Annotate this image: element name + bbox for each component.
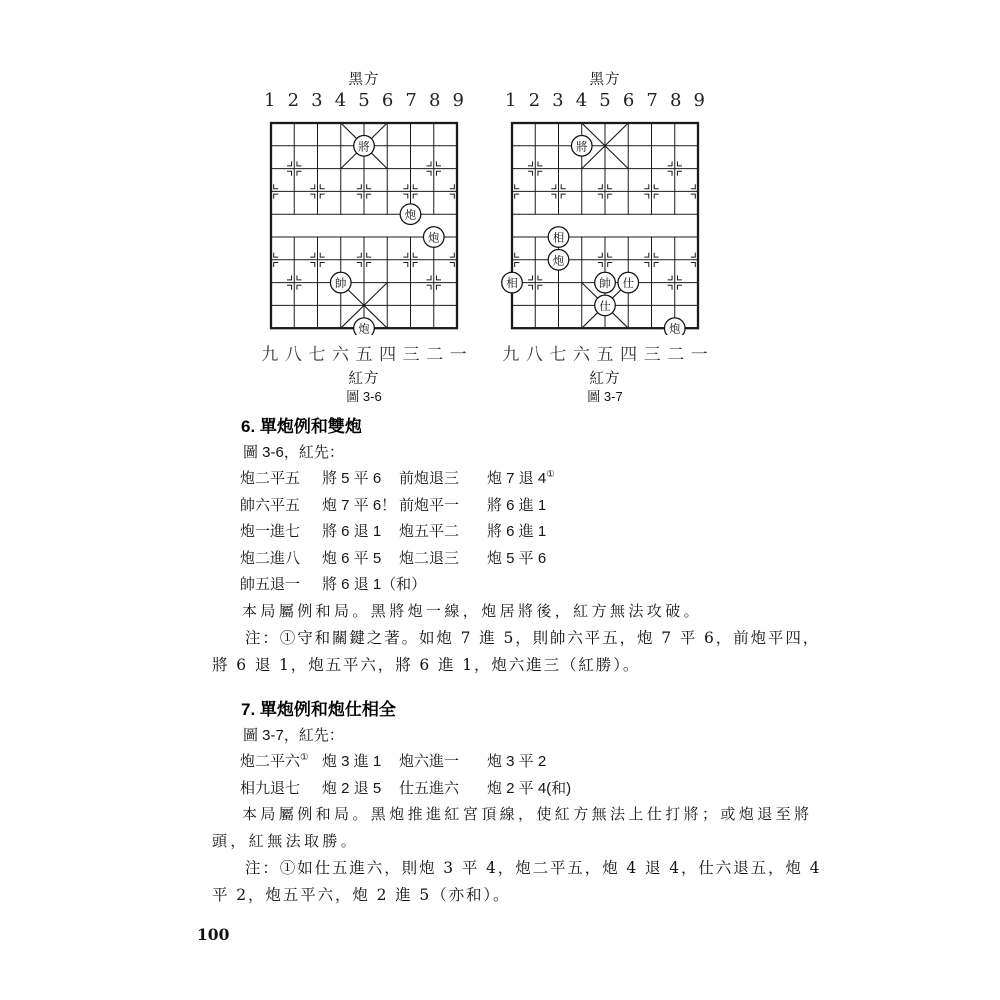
move-line: [212, 546, 824, 573]
note-line: 注：①守和關鍵之著。如炮 7 進 5，則帥六平五，炮 7 平 6，前炮平四，: [245, 629, 821, 647]
file-number: 九: [502, 345, 520, 365]
red-move: 帥五退一: [240, 576, 301, 593]
file-number: 二: [667, 345, 685, 365]
black-move: 將 6 進 1: [487, 523, 547, 540]
red-move: 炮二平五: [240, 470, 301, 487]
piece-black-炮: [400, 204, 421, 225]
file-number: 四: [379, 345, 397, 365]
file-number: 四: [620, 345, 638, 365]
file-number: 一: [449, 345, 467, 365]
red-move: 炮二平六①: [240, 752, 309, 770]
svg-text:相: 相: [552, 230, 565, 245]
file-number: 7: [646, 90, 658, 111]
black-move: 炮 3 平 2: [487, 753, 547, 770]
red-move: 帥六平五: [240, 496, 301, 514]
piece-red-帥: [330, 272, 351, 293]
file-number: 八: [525, 345, 543, 365]
diagram-3-7: [499, 66, 711, 416]
file-numbers-top: [499, 90, 711, 111]
piece-black-將: [354, 136, 375, 157]
figure-caption: 圖 3-6: [346, 389, 382, 404]
move-line: [212, 776, 824, 803]
file-number: 9: [693, 90, 705, 111]
body-line: 本局屬例和局。黑將炮一線，炮居將後，紅方無法攻破。: [242, 602, 703, 620]
file-number: 六: [331, 345, 349, 365]
note-line: 將 6 退 1，炮五平六，將 6 進 1，炮六進三（紅勝）。: [212, 655, 641, 674]
body-line: 頭，紅無法取勝。: [212, 832, 360, 850]
move-line: [212, 519, 824, 546]
section-6-moves: [212, 466, 824, 599]
black-move: 炮 7 平 6！: [322, 496, 397, 514]
svg-text:將: 將: [358, 139, 370, 154]
footnote-marker: ①: [300, 752, 309, 763]
svg-text:仕: 仕: [622, 276, 634, 291]
piece-red-相: [502, 272, 523, 293]
file-number: 9: [452, 90, 464, 111]
diagram-3-6: [258, 66, 470, 416]
move-line: [212, 572, 824, 599]
black-move: 炮 3 進 1: [322, 753, 382, 770]
file-number: 7: [405, 90, 417, 111]
file-number: 2: [287, 90, 300, 111]
svg-text:相: 相: [506, 276, 518, 291]
black-side-label: 黑方: [348, 72, 380, 88]
footnote-marker: ①: [546, 469, 555, 480]
piece-red-炮: [664, 318, 685, 335]
piece-red-仕: [595, 295, 616, 316]
note-line: 注：①如仕五進六，則炮 3 平 4，炮二平五，炮 4 退 4，仕六退五，炮 4: [245, 859, 822, 877]
section-7-note: [212, 855, 824, 908]
red-move: 仕五進六: [399, 779, 460, 797]
red-move: 炮六進一: [399, 753, 460, 770]
file-number: 七: [308, 345, 326, 365]
section-7-intro: 圖 3-7，紅先：: [243, 727, 344, 744]
file-number: 8: [669, 90, 682, 111]
file-number: 5: [358, 90, 370, 111]
xiangqi-board: [258, 116, 470, 335]
red-move: 炮五平二: [399, 523, 460, 540]
file-number: 七: [549, 345, 567, 365]
section-6-heading: 6. 單炮例和雙炮: [241, 417, 362, 436]
svg-text:炮: 炮: [358, 321, 370, 335]
black-side-label: 黑方: [589, 72, 621, 88]
file-number: 4: [334, 90, 347, 111]
file-numbers-bottom: [258, 340, 470, 365]
file-numbers-bottom: [499, 340, 711, 365]
black-move: 炮 7 退 4①: [487, 469, 555, 487]
file-number: 三: [643, 345, 661, 365]
file-number: 1: [505, 90, 517, 111]
body-line: 本局屬例和局。黑炮推進紅宮頂線，使紅方無法上仕打將；或炮退至將: [242, 806, 813, 823]
piece-red-炮: [423, 227, 444, 248]
red-move: 前炮平一: [399, 496, 460, 514]
black-move: 炮 2 平 4(和): [487, 779, 572, 797]
file-number: 二: [426, 345, 444, 365]
section-6-body: [212, 599, 824, 626]
file-numbers-top: [258, 90, 470, 111]
black-move: 炮 5 平 6: [487, 549, 547, 567]
move-line: [212, 466, 824, 493]
black-move: 將 6 退 1（和）: [322, 576, 427, 593]
move-line: [212, 749, 824, 776]
piece-red-炮: [354, 318, 375, 335]
file-number: 一: [690, 345, 708, 365]
red-move: 炮一進七: [240, 523, 301, 540]
svg-text:帥: 帥: [599, 276, 611, 291]
svg-text:炮: 炮: [552, 253, 565, 268]
piece-black-炮: [548, 250, 569, 271]
red-move: 前炮退三: [399, 470, 460, 487]
file-number: 1: [264, 90, 276, 111]
file-number: 4: [575, 90, 588, 111]
piece-red-仕: [618, 272, 639, 293]
svg-text:炮: 炮: [404, 207, 417, 222]
file-number: 六: [572, 345, 590, 365]
piece-red-相: [548, 227, 569, 248]
file-number: 8: [428, 90, 441, 111]
section-7-heading: 7. 單炮例和炮仕相全: [241, 700, 396, 719]
black-move: 將 5 平 6: [322, 470, 382, 487]
file-number: 九: [261, 345, 279, 365]
file-number: 八: [284, 345, 302, 365]
svg-text:帥: 帥: [335, 276, 347, 291]
xiangqi-board: [499, 116, 711, 335]
file-number: 3: [311, 90, 323, 111]
file-number: 三: [402, 345, 420, 365]
black-move: 炮 2 退 5: [322, 779, 382, 797]
file-number: 6: [622, 90, 635, 111]
file-number: 3: [552, 90, 564, 111]
svg-text:將: 將: [576, 139, 588, 154]
figure-caption: 圖 3-7: [587, 389, 623, 404]
file-number: 五: [596, 345, 614, 365]
page-number: 100: [197, 925, 230, 944]
note-line: 平 2，炮五平六，炮 2 進 5（亦和）。: [212, 885, 511, 904]
piece-black-將: [571, 136, 592, 157]
file-number: 6: [381, 90, 394, 111]
file-number: 5: [599, 90, 611, 111]
file-number: 2: [528, 90, 541, 111]
section-6-note: [212, 625, 824, 678]
svg-text:炮: 炮: [669, 321, 681, 335]
svg-text:炮: 炮: [428, 230, 440, 245]
section-7-moves: [212, 749, 824, 802]
red-move: 炮二進八: [240, 549, 301, 567]
text-column: [212, 415, 824, 908]
section-7-body: [212, 802, 824, 855]
piece-red-帥: [595, 272, 616, 293]
file-number: 五: [355, 345, 373, 365]
black-move: 將 6 退 1: [322, 523, 382, 540]
move-line: [212, 493, 824, 520]
red-move: 相九退七: [240, 779, 301, 797]
svg-text:仕: 仕: [599, 298, 611, 313]
red-side-label: 紅方: [589, 371, 621, 387]
red-side-label: 紅方: [348, 371, 380, 387]
black-move: 炮 6 平 5: [322, 549, 382, 567]
black-move: 將 6 進 1: [487, 496, 547, 514]
red-move: 炮二退三: [399, 549, 460, 567]
section-6-intro: 圖 3-6，紅先：: [243, 444, 344, 461]
